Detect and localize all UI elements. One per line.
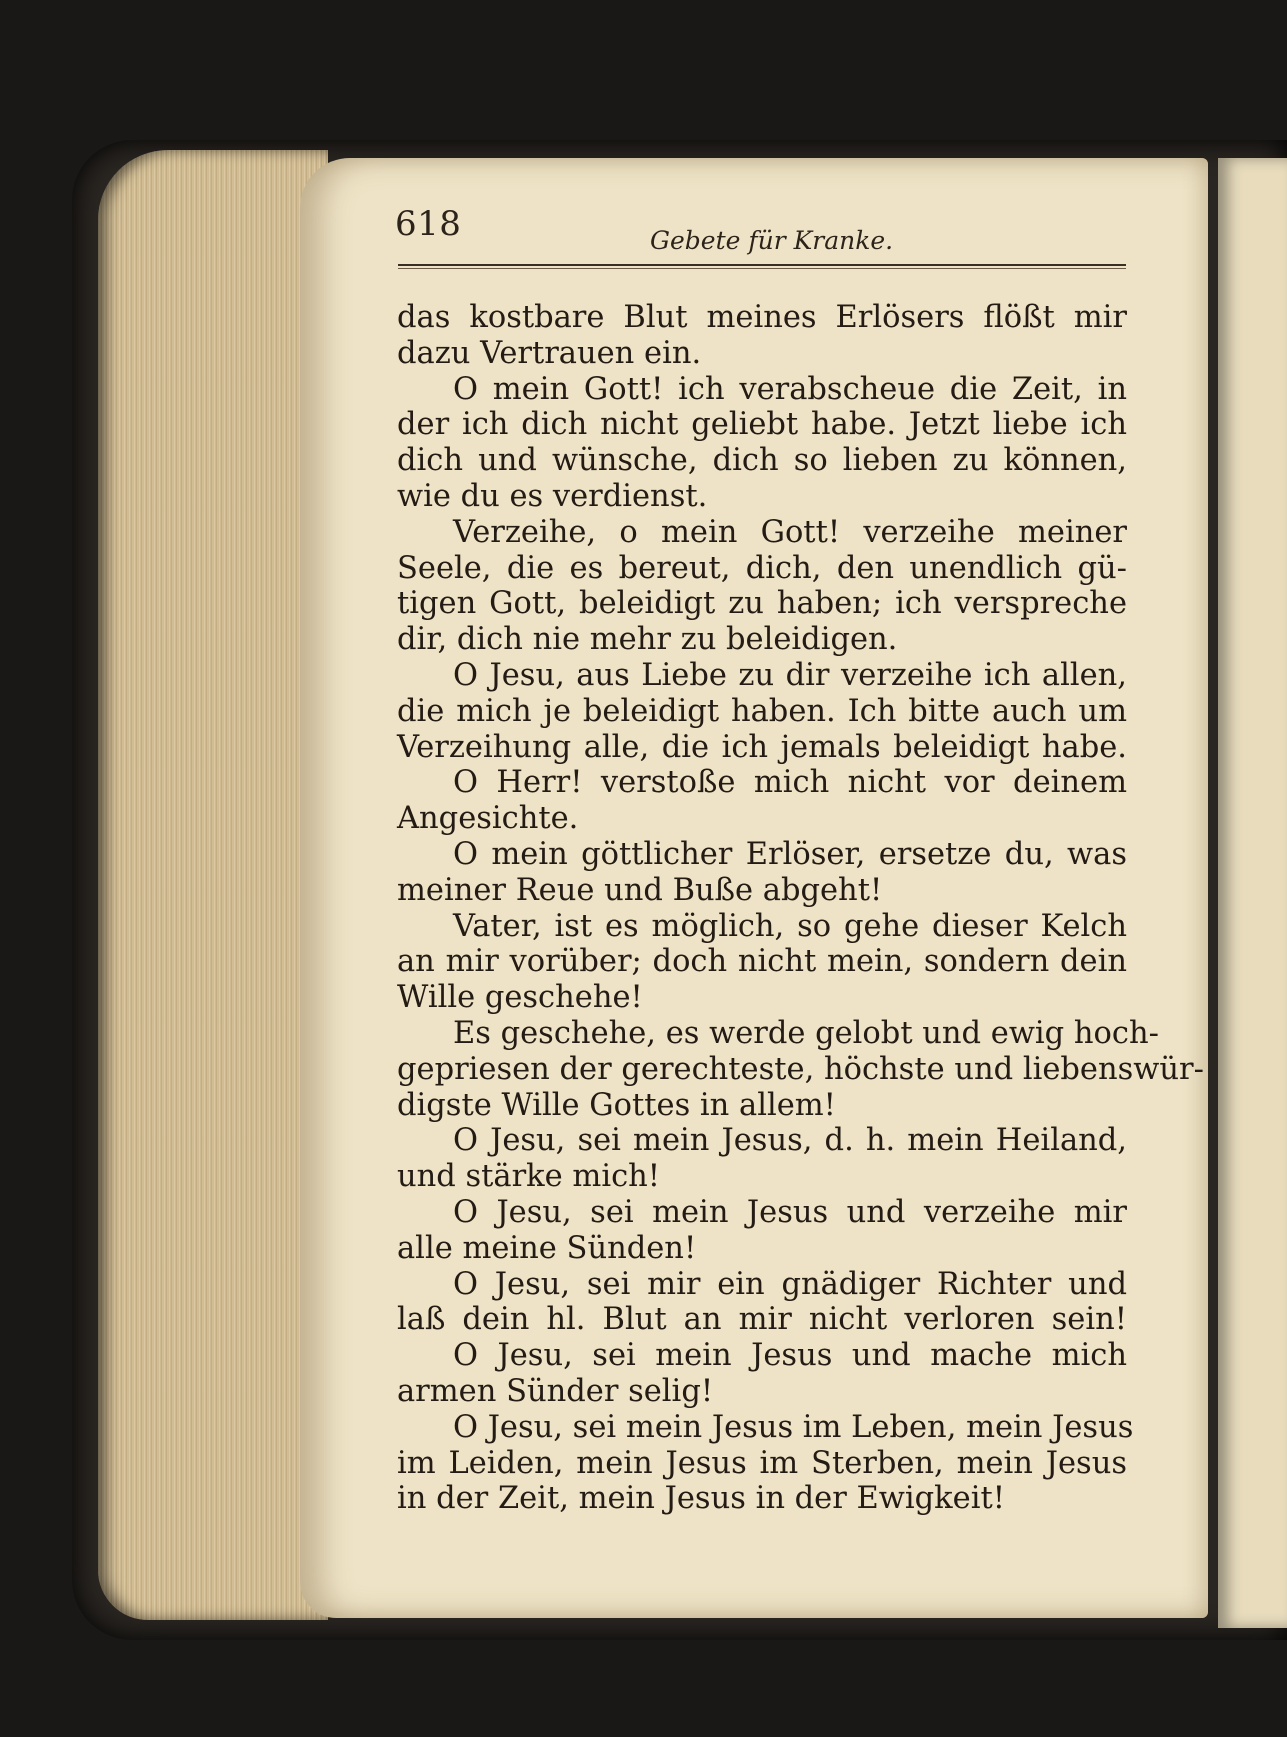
text-line: Verzeihung alle, die ich jemals beleidigt habe.	[397, 729, 1127, 765]
text-line: O mein Gott! ich verabscheue die Zeit, in	[453, 371, 1127, 407]
text-line: wie du es verdienst.	[397, 478, 708, 514]
text-line: Angesichte.	[397, 801, 579, 837]
text-line: laß dein hl. Blut an mir nicht verloren sein!	[397, 1302, 1127, 1338]
text-line: Es geschehe, es werde gelobt und ewig hoch-	[453, 1015, 1159, 1051]
text-line: O Jesu, sei mein Jesus und verzeihe mir	[453, 1194, 1127, 1230]
text-line: Seele, die es bereut, dich, den unendlich gü-	[397, 550, 1127, 586]
text-line: Wille geschehe!	[397, 980, 643, 1016]
header-rule-thin	[398, 268, 1126, 269]
text-line: O mein göttlicher Erlöser, ersetze du, was	[453, 836, 1127, 872]
header-rule	[398, 264, 1126, 266]
running-head: Gebete für Kranke.	[650, 226, 894, 255]
text-line: O Jesu, sei mein Jesus, d. h. mein Heiland,	[453, 1123, 1127, 1159]
text-line: alle meine Sünden!	[397, 1230, 697, 1266]
text-line: meiner Reue und Buße abgeht!	[397, 872, 883, 908]
text-line: digste Wille Gottes in allem!	[397, 1087, 836, 1123]
text-line: armen Sünder selig!	[397, 1373, 714, 1409]
text-line: O Jesu, aus Liebe zu dir verzeihe ich allen,	[453, 657, 1127, 693]
text-line: im Leiden, mein Jesus im Sterben, mein Jesus	[397, 1445, 1127, 1481]
text-line: in der Zeit, mein Jesus in der Ewigkeit!	[397, 1481, 1005, 1517]
text-line: dich und wünsche, dich so lieben zu können,	[397, 443, 1127, 479]
text-line: gepriesen der gerechteste, höchste und liebenswür-	[397, 1051, 1204, 1087]
text-line: der ich dich nicht geliebt habe. Jetzt liebe ich	[397, 407, 1127, 443]
text-line: das kostbare Blut meines Erlösers flößt mir	[397, 300, 1127, 335]
page-header	[395, 204, 1125, 264]
prayer-text	[397, 300, 1204, 1517]
text-line: O Jesu, sei mein Jesus im Leben, mein Jesus	[453, 1409, 1134, 1445]
page-number: 618	[395, 204, 462, 244]
text-line: an mir vorüber; doch nicht mein, sondern dein	[397, 944, 1127, 980]
text-line: dir, dich nie mehr zu beleidigen.	[397, 622, 898, 658]
text-line: Vater, ist es möglich, so gehe dieser Kelch	[453, 908, 1127, 944]
facing-page-edge	[1218, 158, 1287, 1628]
text-line: O Herr! verstoße mich nicht vor deinem	[453, 765, 1127, 801]
text-line: dazu Vertrauen ein.	[397, 335, 702, 371]
text-line: Verzeihe, o mein Gott! verzeihe meiner	[453, 514, 1127, 550]
page-edges	[98, 150, 328, 1620]
text-line: O Jesu, sei mein Jesus und mache mich	[453, 1338, 1127, 1374]
text-line: und stärke mich!	[397, 1159, 661, 1195]
text-line: die mich je beleidigt haben. Ich bitte auch um	[397, 693, 1127, 729]
text-line: O Jesu, sei mir ein gnädiger Richter und	[453, 1266, 1127, 1302]
text-line: tigen Gott, beleidigt zu haben; ich verspreche	[397, 586, 1127, 622]
